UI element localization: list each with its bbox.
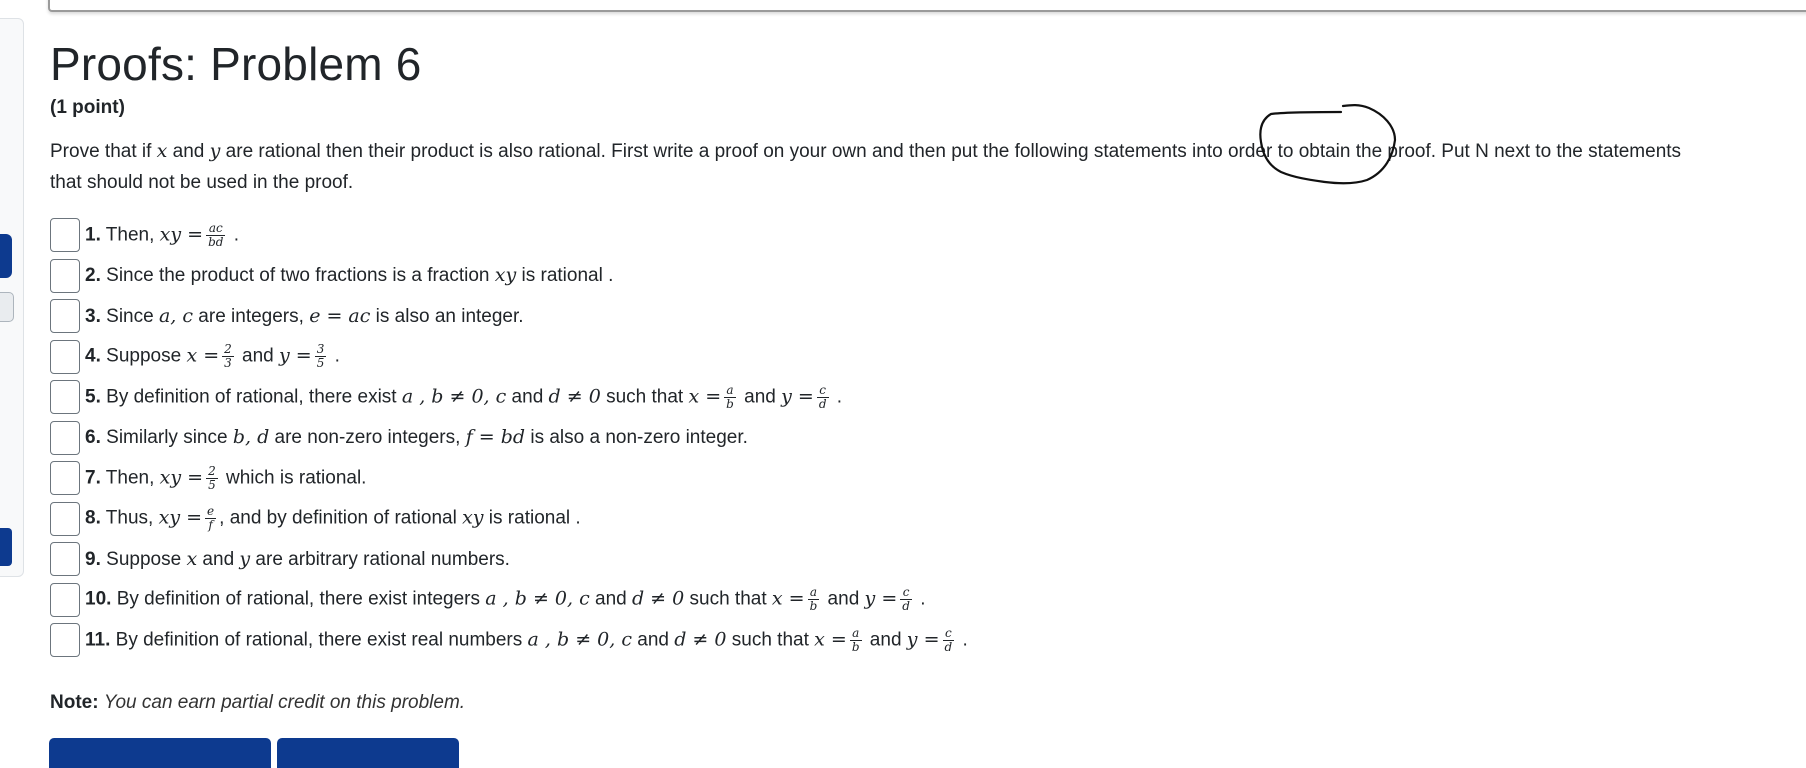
order-input-1[interactable]	[50, 218, 80, 252]
statement-row	[50, 215, 1750, 256]
statement-row	[50, 296, 1750, 337]
statement-part: is rational .	[516, 265, 614, 287]
fraction	[222, 343, 234, 370]
order-input-11[interactable]	[50, 623, 80, 657]
statement-math: x	[186, 547, 198, 570]
statement-number: 8.	[85, 507, 101, 529]
page-title: Proofs: Problem 6	[50, 38, 422, 90]
statement-part: and	[197, 548, 240, 570]
statement-math: x =	[186, 344, 220, 367]
statement-part: , and by definition of rational	[219, 507, 463, 529]
statement-math: f = bd	[465, 426, 526, 449]
statement-part: and	[822, 588, 865, 610]
statement-part: .	[914, 588, 926, 610]
statement-part: and	[506, 386, 549, 408]
statement-number: 2.	[85, 265, 101, 287]
statement-math: y =	[864, 587, 898, 610]
statement-part: and	[738, 386, 782, 408]
prompt-text: are rational then their product is also rational. First write a proof on your own and then put the following statements into order to obtain the proof. Put N next to the statements that should not be used in the proof.	[50, 141, 1682, 193]
statement-part: .	[228, 224, 240, 246]
statement-row	[50, 377, 1750, 418]
statement-part: By definition of rational, there exist	[106, 386, 402, 408]
statement-number: 5.	[85, 386, 101, 408]
fraction	[205, 505, 216, 532]
statement-math: y =	[781, 385, 814, 408]
statement-number: 11.	[85, 629, 111, 651]
problem-points: (1 point)	[50, 97, 125, 118]
order-input-7[interactable]	[50, 461, 80, 495]
fraction	[724, 384, 736, 411]
fraction-denominator: d	[944, 639, 953, 654]
statement-row	[50, 539, 1750, 580]
note-label: Note:	[50, 691, 99, 713]
statement-text	[85, 547, 510, 572]
fraction-numerator: a	[850, 627, 862, 641]
fraction	[850, 627, 862, 654]
statement-math: xy =	[158, 506, 203, 529]
statement-part: and	[631, 629, 675, 651]
statement-math: y =	[279, 344, 312, 367]
statement-part: Then,	[105, 224, 160, 246]
order-input-8[interactable]	[50, 502, 80, 536]
statement-part: are integers,	[193, 305, 310, 327]
fraction	[206, 465, 218, 492]
statement-part: Similarly since	[106, 427, 233, 449]
previous-section-box	[48, 0, 1806, 12]
statement-part: and	[589, 588, 632, 610]
fraction-numerator: c	[900, 586, 912, 600]
statement-math: y	[239, 547, 251, 570]
statement-part: such that	[726, 629, 815, 651]
statement-math: xy	[494, 264, 517, 287]
prompt-text: and	[167, 141, 210, 162]
statement-number: 4.	[85, 345, 101, 367]
fraction-numerator: ac	[206, 222, 225, 236]
statement-row	[50, 418, 1750, 459]
order-input-3[interactable]	[50, 299, 80, 333]
problem-container	[50, 34, 1750, 715]
statement-number: 3.	[85, 305, 101, 327]
statement-part: are non-zero integers,	[269, 427, 466, 449]
statement-part: such that	[600, 386, 689, 408]
fraction-numerator: 2	[224, 342, 232, 357]
fraction	[808, 586, 820, 613]
note-text: You can earn partial credit on this problem.	[103, 691, 466, 713]
submit-answers-button[interactable]	[49, 738, 271, 768]
fraction-denominator: b	[851, 639, 860, 654]
fraction-numerator: 2	[208, 463, 216, 478]
fraction-denominator: d	[902, 599, 910, 614]
fraction	[943, 627, 955, 654]
fraction-denominator: b	[726, 396, 734, 411]
statement-math: d ≠ 0	[674, 628, 727, 651]
statement-math: x =	[814, 628, 847, 651]
statement-list	[50, 215, 1750, 661]
order-input-2[interactable]	[50, 259, 80, 293]
statement-part: is also a non-zero integer.	[525, 427, 748, 449]
order-input-6[interactable]	[50, 421, 80, 455]
statement-number: 1.	[85, 224, 101, 246]
statement-number: 9.	[85, 548, 101, 570]
statement-row	[50, 337, 1750, 378]
order-input-4[interactable]	[50, 340, 80, 374]
statement-math: xy	[462, 506, 484, 529]
statement-row	[50, 580, 1750, 621]
statement-part: Since the product of two fractions is a fraction	[106, 265, 495, 287]
statement-text	[85, 505, 581, 532]
sidebar-toggle[interactable]	[0, 292, 14, 322]
statement-math: e = ac	[309, 304, 371, 327]
statement-text	[85, 425, 748, 450]
preview-answers-button[interactable]	[277, 738, 459, 768]
fraction-numerator: a	[808, 586, 820, 600]
fraction	[315, 343, 327, 370]
statement-part: .	[329, 345, 340, 367]
statement-part: .	[831, 386, 843, 408]
statement-math: d ≠ 0	[631, 587, 685, 610]
statement-math: y =	[906, 628, 940, 651]
statement-part: and	[236, 345, 280, 367]
statement-part: Then,	[105, 467, 160, 489]
statement-part: is also an integer.	[370, 305, 524, 327]
statement-text	[85, 465, 366, 492]
order-input-10[interactable]	[50, 583, 80, 617]
statement-row	[50, 256, 1750, 297]
statement-part: Since	[106, 305, 159, 327]
note	[50, 691, 1750, 715]
fraction-numerator: c	[943, 627, 955, 641]
fraction-denominator: d	[818, 396, 827, 411]
statement-text	[85, 304, 524, 329]
sidebar-button[interactable]	[0, 234, 12, 278]
order-input-5[interactable]	[50, 380, 80, 414]
fraction-denominator: 5	[208, 477, 216, 492]
fraction-denominator: 3	[224, 356, 232, 371]
statement-text	[85, 263, 613, 288]
statement-math: x =	[771, 587, 805, 610]
statement-part: are arbitrary rational numbers.	[250, 548, 510, 570]
statement-text	[85, 586, 926, 613]
statement-part: .	[957, 629, 968, 651]
statement-part: and	[864, 629, 907, 651]
fraction-denominator: b	[809, 599, 818, 614]
statement-text	[85, 343, 340, 370]
prompt-math: y	[209, 140, 221, 162]
statement-number: 10.	[85, 588, 112, 610]
statement-number: 6.	[85, 427, 101, 449]
statement-part: such that	[684, 588, 772, 610]
statement-number: 7.	[85, 467, 101, 489]
statement-math: b, d	[232, 426, 270, 449]
statement-part: Thus,	[105, 507, 159, 529]
statement-math: a, c	[158, 304, 194, 327]
fraction-denominator: 5	[316, 356, 325, 371]
problem-prompt	[50, 136, 1710, 198]
statement-math: d ≠ 0	[548, 385, 601, 408]
statement-math: xy =	[159, 466, 204, 489]
statement-row	[50, 620, 1750, 661]
fraction-numerator: c	[817, 384, 829, 398]
statement-math: x =	[688, 385, 722, 408]
statement-row	[50, 458, 1750, 499]
statement-math: a , b ≠ 0, c	[401, 385, 507, 408]
statement-math: a , b ≠ 0, c	[527, 628, 632, 651]
fraction	[900, 586, 912, 613]
fraction-numerator: a	[724, 384, 736, 398]
statement-text	[85, 627, 968, 654]
statement-part: is rational .	[483, 507, 581, 529]
prompt-math: x	[156, 140, 168, 162]
statement-part: Suppose	[106, 345, 187, 367]
fraction-numerator: e	[207, 504, 215, 519]
pen-annotation-circle	[1255, 100, 1425, 210]
fraction	[206, 222, 225, 249]
fraction-denominator: bd	[208, 234, 224, 249]
statement-part: Suppose	[106, 548, 187, 570]
statement-part: which is rational.	[220, 467, 367, 489]
statement-part: By definition of rational, there exist integers	[116, 588, 486, 610]
prompt-text: Prove that if	[50, 141, 157, 162]
statement-text	[85, 222, 239, 249]
fraction-numerator: 3	[316, 342, 325, 357]
sidebar-button-secondary[interactable]	[0, 528, 12, 566]
fraction	[817, 384, 829, 411]
statement-row	[50, 499, 1750, 540]
order-input-9[interactable]	[50, 542, 80, 576]
fraction-denominator: f	[208, 518, 213, 533]
statement-part: By definition of rational, there exist real numbers	[115, 629, 528, 651]
statement-math: a , b ≠ 0, c	[485, 587, 590, 610]
statement-text	[85, 384, 842, 411]
statement-math: xy =	[159, 223, 204, 246]
